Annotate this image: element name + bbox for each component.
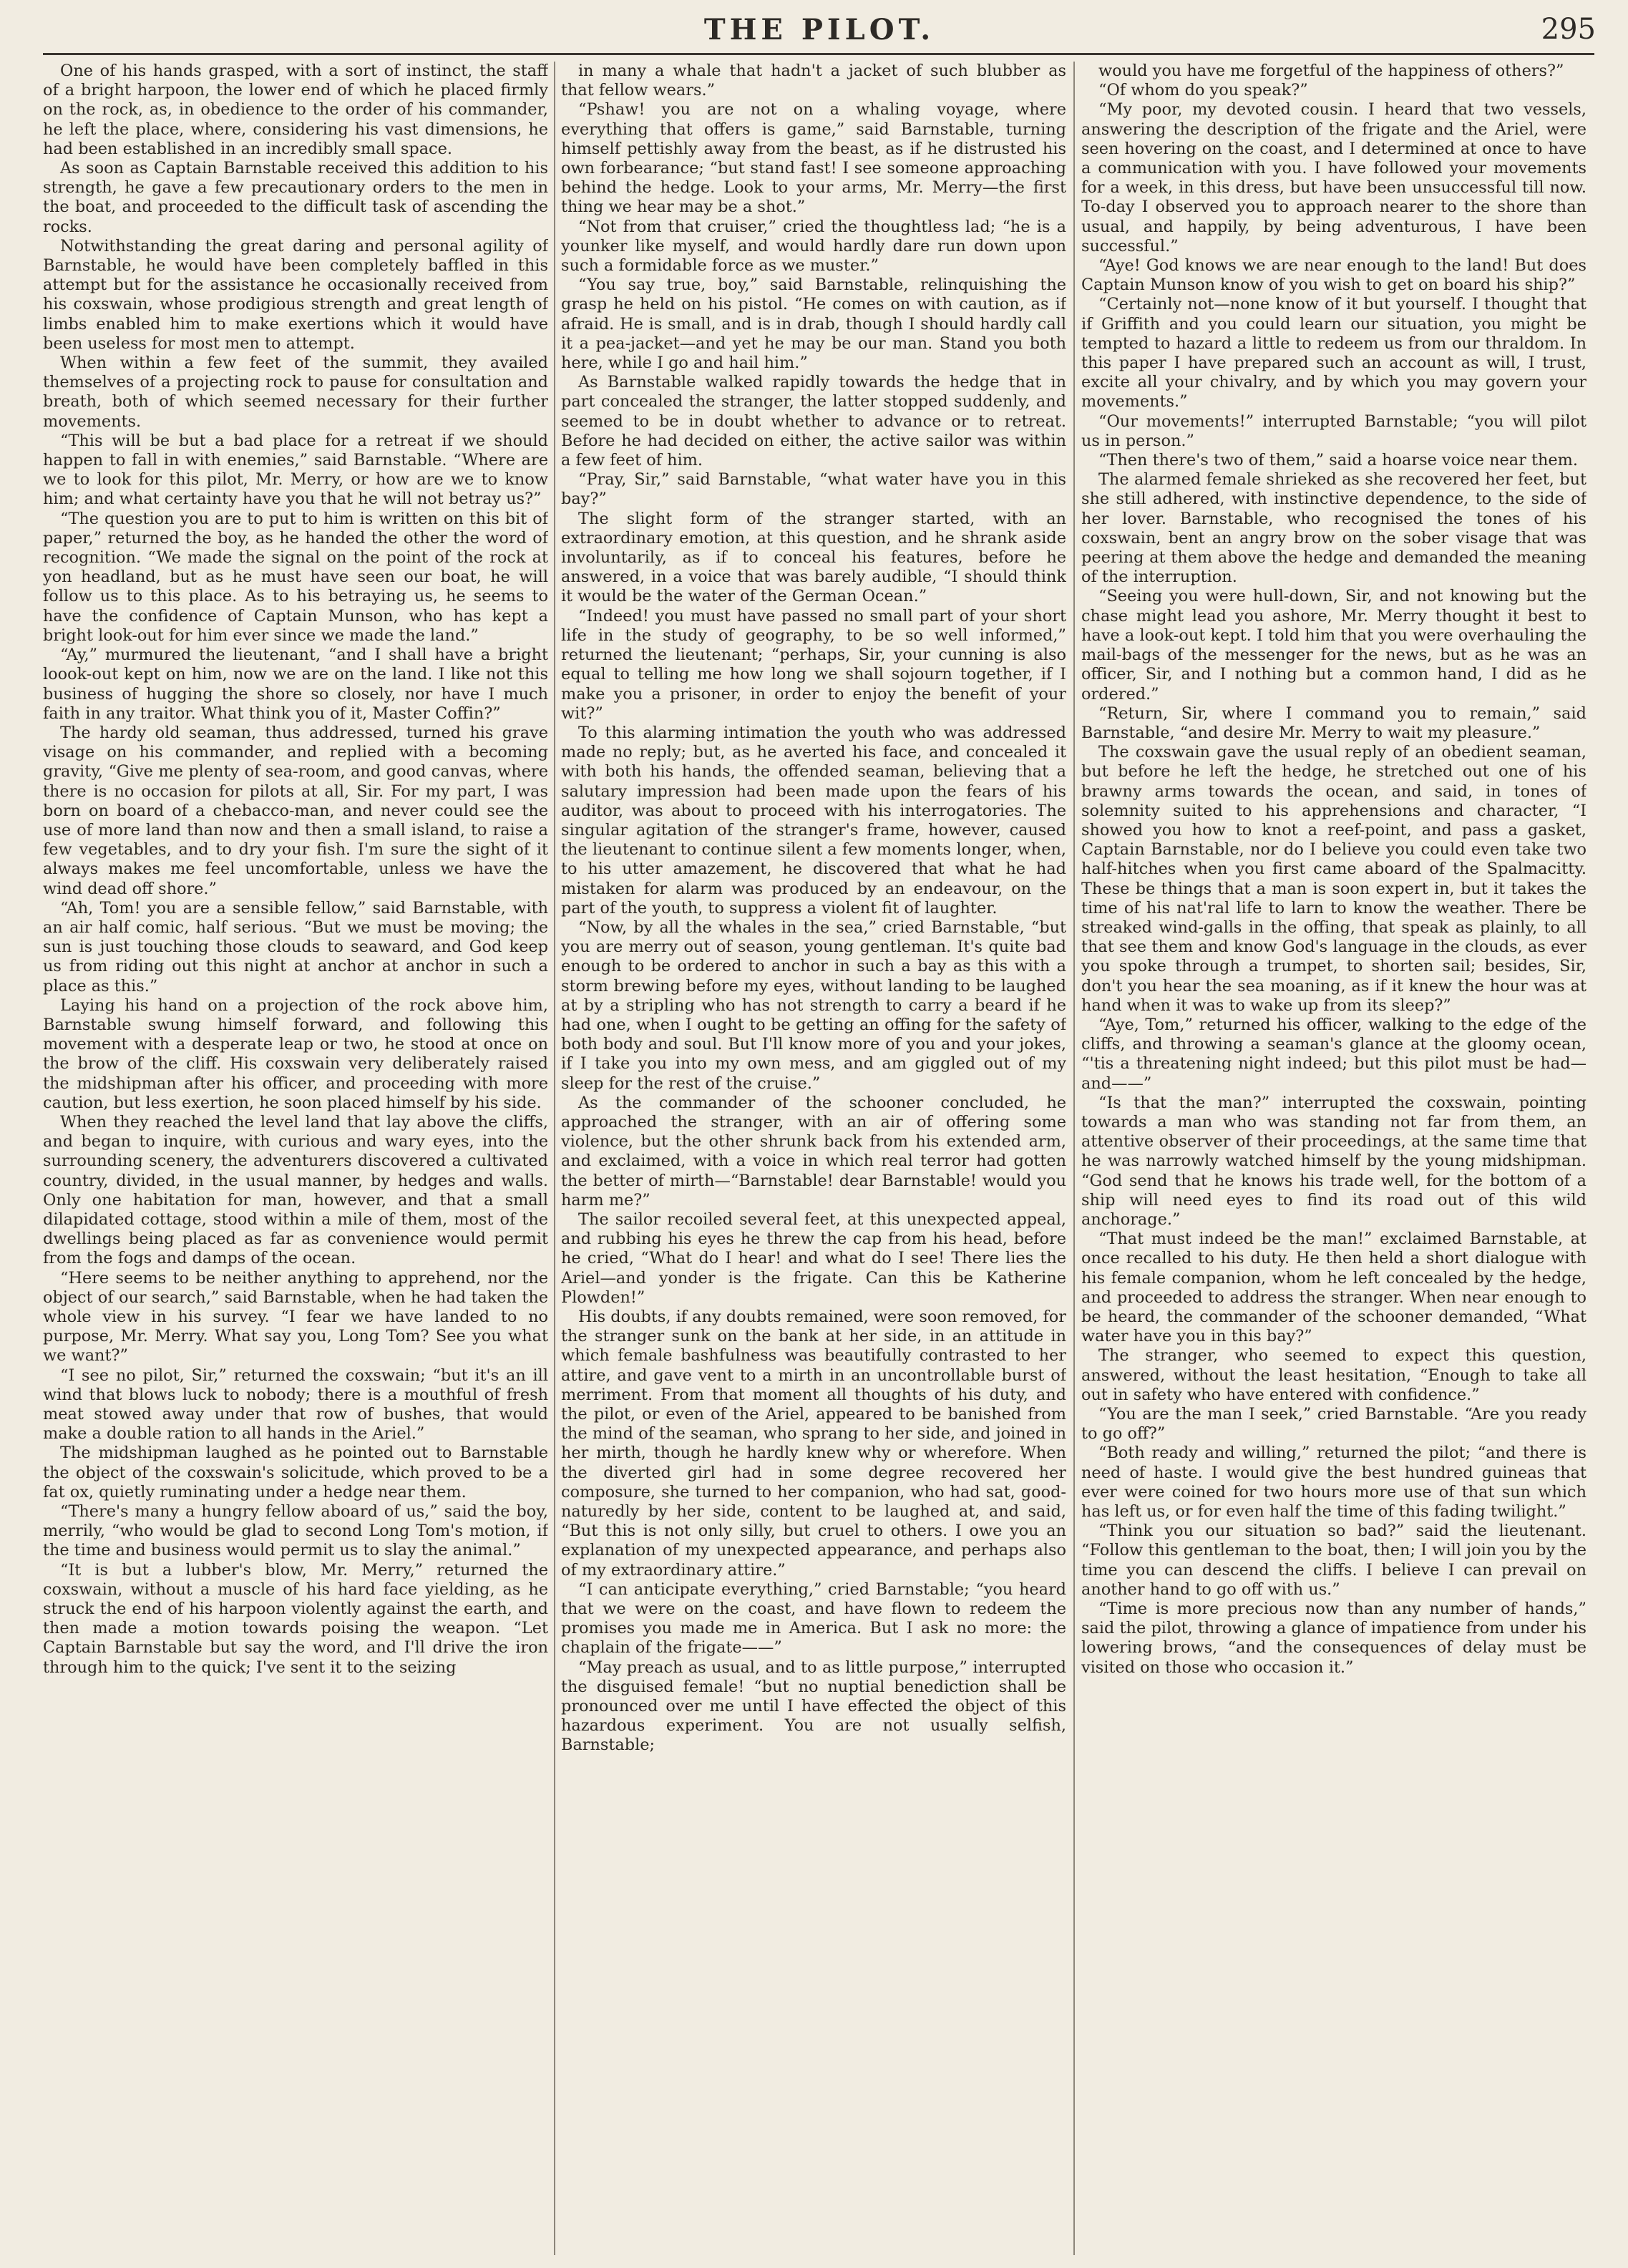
paragraph: “Now, by all the whales in the sea,” cried Barnstable, “but you are merry out of season, young gentleman. It's quite bad enough to be ordered to anchor in such a bay as this with a storm brewing before my eyes, without landing to be laughed at by a stripling who has not strength to carry a beard if he had one, when I ought to be getting an offing for the safety of both body and soul. But I'll know more of you and your jokes, if I take you into my own mess, and am giggled out of my sleep for the rest of the cruise.”	[561, 918, 1066, 1093]
paragraph: “Here seems to be neither anything to apprehend, nor the object of our search,” said Barnstable, when he had taken the whole view in his survey. “I fear we have landed to no purpose, Mr. Merry. What say you, Long Tom? See you what we want?”	[43, 1268, 548, 1366]
paragraph: The midshipman laughed as he pointed out to Barnstable the object of the coxswain's solicitude, which proved to be a fat ox, quietly ruminating under a hedge near them.	[43, 1444, 548, 1502]
paragraph: “Of whom do you speak?”	[1098, 81, 1308, 100]
paragraph: As Barnstable walked rapidly towards the hedge that in part concealed the stranger, the latter stopped suddenly, and seemed to be in doubt whether to advance or to retreat. Before he had decided on either, the active sailor was within a few feet of him.	[561, 373, 1066, 470]
paragraph: The slight form of the stranger started, with an extraordinary emotion, at this question, and he shrank aside involuntarily, as if to conceal his features, before he answered, in a voice that was barely audible, “I should think it would be the water of the German Ocean.”	[561, 509, 1066, 606]
paragraph: “Then there's two of them,” said a hoarse voice near them.	[1098, 451, 1578, 470]
paragraph: “Seeing you were hull-down, Sir, and not knowing but the chase might lead you ashore, Mr. Merry thought it best to have a look-out kept. I told him that you were overhauling the mail-bags of the messenger for the news, but as he was an officer, Sir, and I nothing but a common hand, I did as he ordered.”	[1081, 587, 1586, 704]
paragraph: “Our movements!” interrupted Barnstable; “you will pilot us in person.”	[1081, 412, 1586, 450]
column-divider	[554, 62, 555, 2255]
paragraph: “Certainly not—none know of it but yourself. I thought that if Griffith and you could learn our situation, you might be tempted to hazard a little to redeem us from our thraldom. In this paper I have prepared such an account as will, I trust, excite all your chivalry, and by which you may govern your movements.”	[1081, 295, 1586, 412]
paragraph: “That must indeed be the man!” exclaimed Barnstable, at once recalled to his duty. He then held a short dialogue with his female companion, whom he left concealed by the hedge, and proceeded to address the stranger. When near enough to be heard, the commander of the schooner demanded, “What water have you in this bay?”	[1081, 1230, 1586, 1346]
paragraph: “Time is more precious now than any number of hands,” said the pilot, throwing a glance of impatience from under his lowering brows, “and the consequences of delay must be visited on those who occasion it.”	[1081, 1600, 1586, 1677]
paragraph: One of his hands grasped, with a sort of instinct, the staff of a bright harpoon, the lower end of which he placed firmly on the rock, as, in obedience to the order of his commander, he left the place, where, considering his vast dimensions, he had been established in an incredibly small space.	[43, 62, 548, 158]
paragraph: The hardy old seaman, thus addressed, turned his grave visage on his commander, and replied with a becoming gravity, “Give me plenty of sea-room, and good canvas, where there is no occasion for pilots at all, Sir. For my part, I was born on board of a chebacco-man, and never could see the use of more land than now and then a small island, to raise a few vegetables, and to dry your fish. I'm sure the sight of it always makes me feel uncomfortable, unless we have the wind dead off shore.”	[43, 723, 548, 898]
paragraph: “I see no pilot, Sir,” returned the coxswain; “but it's an ill wind that blows luck to nobody; there is a mouthful of fresh meat stowed away under that row of bushes, that would make a double ration to all hands in the Ariel.”	[43, 1366, 548, 1444]
text-column-3	[1081, 62, 1586, 2255]
paragraph: in many a whale that hadn't a jacket of such blubber as that fellow wears.”	[561, 62, 1066, 100]
paragraph: “May preach as usual, and to as little purpose,” interrupted the disguised female! “but no nuptial benediction shall be pronounced over me until I have effected the object of this hazardous experiment. You are not usually selfish, Barnstable;	[561, 1658, 1066, 1755]
paragraph: “My poor, my devoted cousin. I heard that two vessels, answering the description of the frigate and the Ariel, were seen hovering on the coast, and I determined at once to have a communication with you. I have followed your movements for a week, in this dress, but have been unsuccessful till now. To-day I observed you to approach nearer to the shore than usual, and happily, by being adventurous, I have been successful.”	[1081, 100, 1586, 255]
page-header	[43, 10, 1596, 52]
paragraph: “Return, Sir, where I command you to remain,” said Barnstable, “and desire Mr. Merry to wait my pleasure.”	[1081, 704, 1586, 742]
text-column-2	[561, 62, 1066, 2255]
paragraph: “I can anticipate everything,” cried Barnstable; “you heard that we were on the coast, and have flown to redeem the promises you made me in America. But I ask no more: the chaplain of the frigate——”	[561, 1580, 1066, 1658]
paragraph: The alarmed female shrieked as she recovered her feet, but she still adhered, with instinctive dependence, to the side of her lover. Barnstable, who recognised the tones of his coxswain, bent an angry brow on the sober visage that was peering at them above the hedge and demanded the meaning of the interruption.	[1081, 470, 1586, 587]
paragraph: “It is but a lubber's blow, Mr. Merry,” returned the coxswain, without a muscle of his hard face yielding, as he struck the end of his harpoon violently against the earth, and then made a motion towards poising the weapon. “Let Captain Barnstable but say the word, and I'll drive the iron through him to the quick; I've sent it to the seizing	[43, 1560, 548, 1677]
text-column-1	[43, 62, 548, 2255]
paragraph: “Aye, Tom,” returned his officer, walking to the edge of the cliffs, and throwing a seaman's glance at the gloomy ocean, “'tis a threatening night indeed; but this pilot must be had—and——”	[1081, 1015, 1586, 1093]
paragraph: The coxswain gave the usual reply of an obedient seaman, but before he left the hedge, he stretched out one of his brawny arms towards the ocean, and said, in tones of solemnity suited to his apprehensions and character, “I showed you how to knot a reef-point, and pass a gasket, Captain Barnstable, nor do I believe you could even take two half-hitches when you first came aboard of the Spalmacitty. These be things that a man is soon expert in, but it takes the time of his nat'ral life to larn to know the weather. There be streaked wind-galls in the offing, that speak as plainly, to all that see them and know God's language in the clouds, as ever you spoke through a trumpet, to shorten sail; besides, Sir, don't you hear the sea moaning, as if it knew the hour was at hand when it was to wake up from its sleep?”	[1081, 743, 1586, 1015]
paragraph: “Is that the man?” interrupted the coxswain, pointing towards a man who was standing not far from them, an attentive observer of their proceedings, at the same time that he was narrowly watched himself by the young midshipman. “God send that he knows his trade well, for the bottom of a ship will need eyes to find its road out of this wild anchorage.”	[1081, 1093, 1586, 1229]
paragraph: “Think you our situation so bad?” said the lieutenant. “Follow this gentleman to the boat, then; I will join you by the time you can descend the cliffs. I believe I can prevail on another hand to go off with us.”	[1081, 1522, 1586, 1599]
header-rule	[43, 53, 1594, 55]
paragraph: “Ay,” murmured the lieutenant, “and I shall have a bright loook-out kept on him, now we are on the land. I like not this business of hugging the shore so closely, nor have I much faith in any traitor. What think you of it, Master Coffin?”	[43, 646, 548, 723]
paragraph: “Indeed! you must have passed no small part of your short life in the study of geography, to be so well informed,” returned the lieutenant; “perhaps, Sir, your cunning is also equal to telling me how long we shall sojourn together, if I make you a prisoner, in order to enjoy the benefit of your wit?”	[561, 606, 1066, 723]
paragraph: would you have me forgetful of the happiness of others?”	[1098, 62, 1564, 80]
paragraph: When within a few feet of the summit, they availed themselves of a projecting rock to pause for consultation and breath, both of which seemed necessary for their further movements.	[43, 354, 548, 431]
paragraph: “Both ready and willing,” returned the pilot; “and there is need of haste. I would give the best hundred guineas that ever were coined for two hours more use of that sun which has left us, or for even half the time of this fading twilight.”	[1081, 1444, 1586, 1522]
paragraph: Laying his hand on a projection of the rock above him, Barnstable swung himself forward, and following this movement with a desperate leap or two, he stood at once on the brow of the cliff. His coxswain very deliberately raised the midshipman after his officer, and proceeding with more caution, but less exertion, he soon placed himself by his side.	[43, 996, 548, 1112]
paragraph: “Pshaw! you are not on a whaling voyage, where everything that offers is game,” said Barnstable, turning himself pettishly away from the beast, as if he distrusted his own forbearance; “but stand fast! I see someone approaching behind the hedge. Look to your arms, Mr. Merry—the first thing we hear may be a shot.”	[561, 100, 1066, 217]
column-divider	[1073, 62, 1075, 2255]
page-number: 295	[1541, 13, 1596, 46]
paragraph: “There's many a hungry fellow aboard of us,” said the boy, merrily, “who would be glad to second Long Tom's motion, if the time and business would permit us to slay the animal.”	[43, 1502, 548, 1560]
paragraph: “Aye! God knows we are near enough to the land! But does Captain Munson know of you wish to get on board his ship?”	[1081, 256, 1586, 295]
paragraph: “You are the man I seek,” cried Barnstable. “Are you ready to go off?”	[1081, 1405, 1586, 1444]
paragraph: Notwithstanding the great daring and personal agility of Barnstable, he would have been completely baffled in this attempt but for the assistance he occasionally received from his coxswain, whose prodigious strength and great length of limbs enabled him to make exertions which it would have been useless for most men to attempt.	[43, 236, 548, 353]
paragraph: “Ah, Tom! you are a sensible fellow,” said Barnstable, with an air half comic, half serious. “But we must be moving; the sun is just touching those clouds to seaward, and God keep us from riding out this night at anchor at anchor in such a place as this.”	[43, 898, 548, 996]
paragraph: As soon as Captain Barnstable received this addition to his strength, he gave a few precautionary orders to the men in the boat, and proceeded to the difficult task of ascending the rocks.	[43, 159, 548, 236]
paragraph: As the commander of the schooner concluded, he approached the stranger, with an air of offering some violence, but the other shrunk back from his extended arm, and exclaimed, with a voice in which real terror had gotten the better of mirth—“Barnstable! dear Barnstable! would you harm me?”	[561, 1093, 1066, 1210]
page-title: THE PILOT.	[703, 13, 935, 47]
paragraph: The stranger, who seemed to expect this question, answered, without the least hesitation, “Enough to take all out in safety who have entered with confidence.”	[1081, 1346, 1586, 1404]
paragraph: “You say true, boy,” said Barnstable, relinquishing the grasp he held on his pistol. “He comes on with caution, as if afraid. He is small, and is in drab, though I should hardly call it a pea-jacket—and yet he may be our man. Stand you both here, while I go and hail him.”	[561, 276, 1066, 373]
paragraph: When they reached the level land that lay above the cliffs, and began to inquire, with curious and wary eyes, into the surrounding scenery, the adventurers discovered a cultivated country, divided, in the usual manner, by hedges and walls. Only one habitation for man, however, and that a small dilapidated cottage, stood within a mile of them, most of the dwellings being placed as far as convenience would permit from the fogs and damps of the ocean.	[43, 1112, 548, 1268]
paragraph: “The question you are to put to him is written on this bit of paper,” returned the boy, as he handed the other the word of recognition. “We made the signal on the point of the rock at yon headland, but as he must have seen our boat, he will follow us to this place. As to his betraying us, he seems to have the confidence of Captain Munson, who has kept a bright look-out for him ever since we made the land.”	[43, 509, 548, 645]
paragraph: “Pray, Sir,” said Barnstable, “what water have you in this bay?”	[561, 470, 1066, 509]
paragraph: To this alarming intimation the youth who was addressed made no reply; but, as he averted his face, and concealed it with both his hands, the offended seaman, believing that a salutary impression had been made upon the fears of his auditor, was about to proceed with his interrogatories. The singular agitation of the stranger's frame, however, caused the lieutenant to continue silent a few moments longer, when, to his utter amazement, he discovered that what he had mistaken for alarm was produced by an endeavour, on the part of the youth, to suppress a violent fit of laughter.	[561, 723, 1066, 918]
paragraph: The sailor recoiled several feet, at this unexpected appeal, and rubbing his eyes he threw the cap from his head, before he cried, “What do I hear! and what do I see! There lies the Ariel—and yonder is the frigate. Can this be Katherine Plowden!”	[561, 1210, 1066, 1307]
paragraph: “Not from that cruiser,” cried the thoughtless lad; “he is a younker like myself, and would hardly dare run down upon such a formidable force as we muster.”	[561, 217, 1066, 276]
paragraph: His doubts, if any doubts remained, were soon removed, for the stranger sunk on the bank at her side, in an attitude in which female bashfulness was beautifully contrasted to her attire, and gave vent to a mirth in an uncontrollable burst of merriment. From that moment all thoughts of his duty, and the pilot, or even of the Ariel, appeared to be banished from the mind of the seaman, who sprang to her side, and joined in her mirth, though he hardly knew why or wherefore. When the diverted girl had in some degree recovered her composure, she turned to her companion, who had sat, good-naturedly by her side, content to be laughed at, and said, “But this is not only silly, but cruel to others. I owe you an explanation of my unexpected appearance, and perhaps also of my extraordinary attire.”	[561, 1308, 1066, 1580]
paragraph: “This will be but a bad place for a retreat if we should happen to fall in with enemies,” said Barnstable. “Where are we to look for this pilot, Mr. Merry, or how are we to know him; and what certainty have you that he will not betray us?”	[43, 431, 548, 509]
